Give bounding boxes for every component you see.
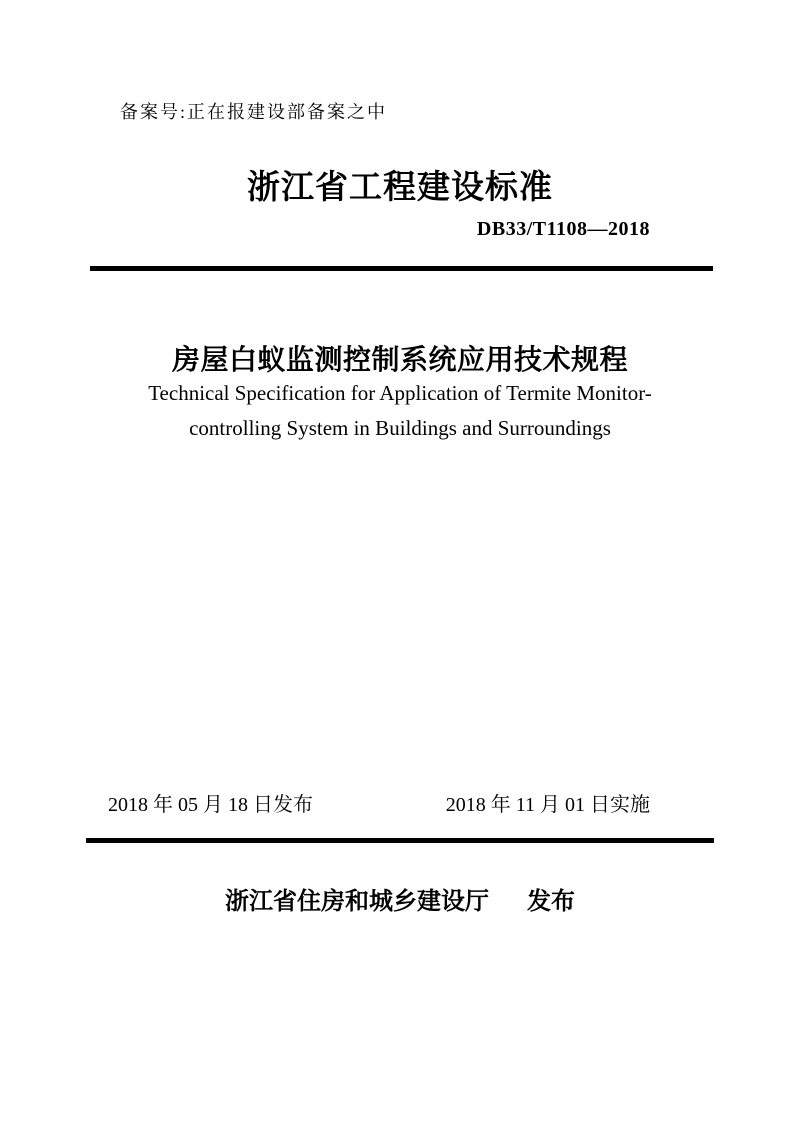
document-title-en-line2: controlling System in Buildings and Surroundings	[189, 416, 611, 440]
publisher-name: 浙江省住房和城乡建设厅	[225, 889, 489, 915]
publisher-row	[0, 881, 800, 916]
standard-code: DB33/T1108—2018	[476, 218, 650, 240]
standard-category-title: 浙江省工程建设标准	[247, 170, 553, 206]
filing-record-note: 备案号:正在报建设部备案之中	[120, 102, 387, 122]
bottom-rule	[86, 838, 714, 843]
publish-action-label: 发布	[527, 889, 575, 915]
effective-date: 2018 年 11 月 01 日实施	[445, 794, 650, 816]
document-title-zh: 房屋白蚁监测控制系统应用技术规程	[171, 345, 628, 376]
document-title-en-line1: Technical Specification for Application of Termite Monitor-	[148, 381, 652, 405]
dates-row	[0, 788, 800, 816]
document-title-en	[0, 376, 800, 446]
issue-date: 2018 年 05 月 18 日发布	[108, 794, 313, 816]
top-rule	[90, 266, 713, 271]
